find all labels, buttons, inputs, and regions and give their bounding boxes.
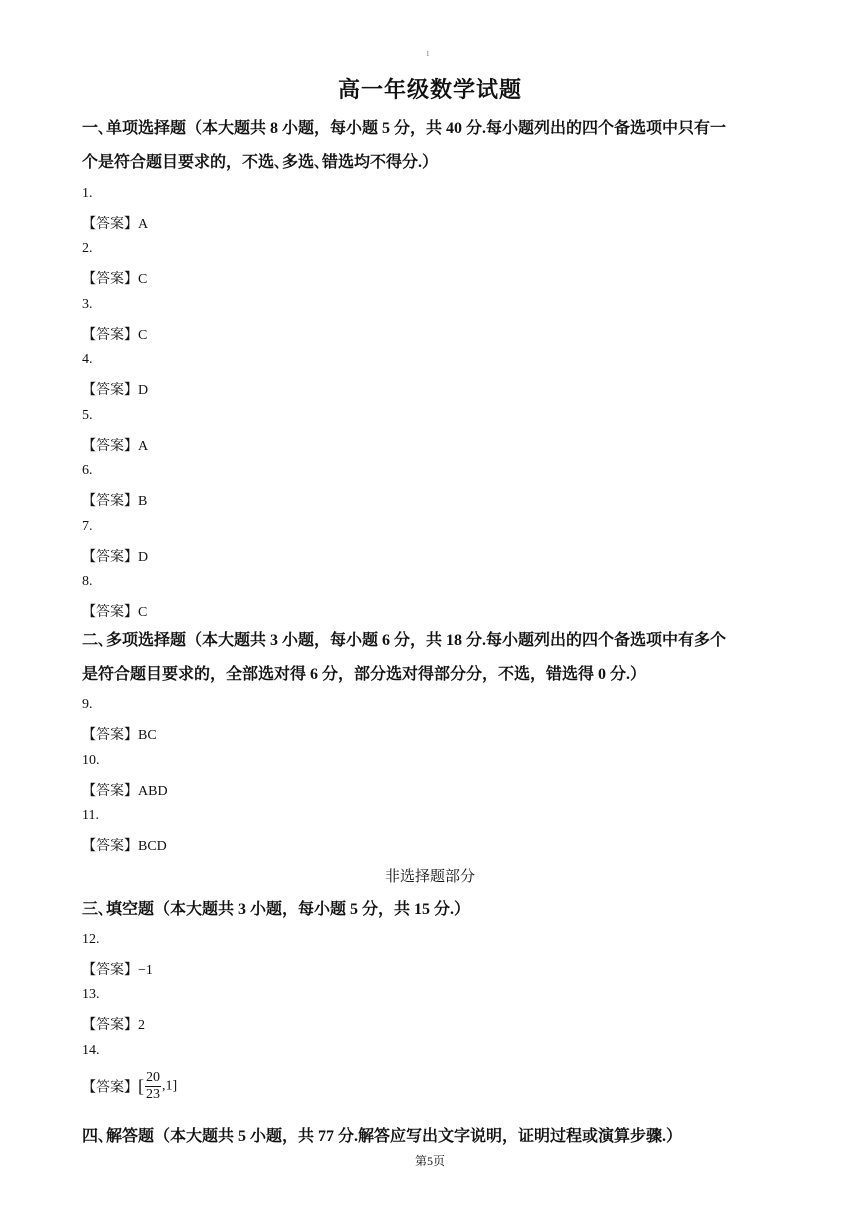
answer-label: 【答案】 — [82, 217, 138, 232]
nonchoice-heading: 非选择题部分 — [384, 869, 475, 885]
question-number: 7. — [82, 519, 93, 534]
question-number: 3. — [82, 297, 93, 312]
answer-label: 【答案】 — [82, 439, 138, 454]
answer-line — [82, 959, 153, 979]
answer-value: C — [138, 272, 148, 287]
answer-line — [82, 1014, 145, 1034]
answer-line — [82, 1070, 177, 1103]
answer-line — [82, 324, 147, 344]
answer-rest: ,1] — [162, 1078, 178, 1094]
answer-line — [82, 490, 147, 510]
answer-label: 【答案】 — [82, 728, 138, 743]
question-number: 5. — [82, 408, 93, 423]
answer-open-bracket: [ — [138, 1076, 144, 1096]
answer-value: A — [138, 439, 149, 454]
page-footer: 第5页 — [414, 1154, 445, 1168]
answer-value: 2 — [138, 1018, 145, 1033]
question-number: 2. — [82, 241, 93, 256]
answer-value: A — [138, 217, 149, 232]
section-1-heading — [82, 112, 782, 180]
section-2-line-1: 二､多项选择题（本大题共 3 小题，每小题 6 分，共 18 分.每小题列出的四个备选项中有多个 — [82, 632, 727, 649]
question-number: 8. — [82, 574, 93, 589]
answer-line — [82, 835, 167, 855]
answer-line — [82, 379, 148, 399]
fraction-denominator: 23 — [146, 1087, 160, 1102]
fraction-numerator: 20 — [146, 1070, 160, 1085]
question-number: 6. — [82, 463, 93, 478]
page-title: 高一年级数学试题 — [337, 77, 522, 102]
answer-label: 【答案】 — [82, 605, 138, 620]
answer-line — [82, 268, 147, 288]
question-number: 11. — [82, 808, 99, 823]
question-number: 1. — [82, 186, 93, 201]
answer-label: 【答案】 — [82, 494, 138, 509]
answer-value: BCD — [138, 839, 167, 854]
answer-line — [82, 780, 168, 800]
page-top-mark: 1 — [426, 50, 430, 58]
answer-label: 【答案】 — [82, 272, 138, 287]
question-number: 13. — [82, 987, 100, 1002]
answer-value: C — [138, 328, 148, 343]
answer-value: ABD — [138, 784, 168, 799]
question-number: 14. — [82, 1043, 100, 1058]
answer-value: D — [138, 550, 149, 565]
question-number: 9. — [82, 697, 93, 712]
question-number: 10. — [82, 753, 100, 768]
answer-label: 【答案】 — [82, 784, 138, 799]
answer-label: 【答案】 — [82, 383, 138, 398]
answer-value: −1 — [138, 963, 153, 978]
answer-label: 【答案】 — [82, 1080, 138, 1096]
answer-value: BC — [138, 728, 157, 743]
question-number: 12. — [82, 932, 100, 947]
answer-fraction — [145, 1070, 161, 1103]
answer-label: 【答案】 — [82, 550, 138, 565]
section-1-line-2: 个是符合题目要求的，不选､多选､错选均不得分.） — [82, 154, 439, 171]
answer-line — [82, 546, 148, 566]
answer-line — [82, 724, 157, 744]
section-4-heading: 四､解答题（本大题共 5 小题，共 77 分.解答应写出文字说明，证明过程或演算步骤.） — [82, 1128, 683, 1145]
section-2-line-2: 是符合题目要求的，全部选对得 6 分，部分选对得部分分，不选，错选得 0 分.） — [82, 666, 647, 683]
answer-value: B — [138, 494, 148, 509]
answer-label: 【答案】 — [82, 328, 138, 343]
answer-line — [82, 601, 147, 621]
answer-value: D — [138, 383, 149, 398]
section-1-line-1: 一､单项选择题（本大题共 8 小题，每小题 5 分，共 40 分.每小题列出的四个备选项中只有一 — [82, 120, 727, 137]
answer-label: 【答案】 — [82, 839, 138, 854]
answer-label: 【答案】 — [82, 963, 138, 978]
answer-label: 【答案】 — [82, 1018, 138, 1033]
section-3-heading: 三､填空题（本大题共 3 小题，每小题 5 分，共 15 分.） — [82, 901, 471, 918]
answer-value: C — [138, 605, 148, 620]
question-number: 4. — [82, 352, 93, 367]
answer-line — [82, 435, 148, 455]
section-2-heading — [82, 624, 782, 692]
answer-line — [82, 213, 148, 233]
